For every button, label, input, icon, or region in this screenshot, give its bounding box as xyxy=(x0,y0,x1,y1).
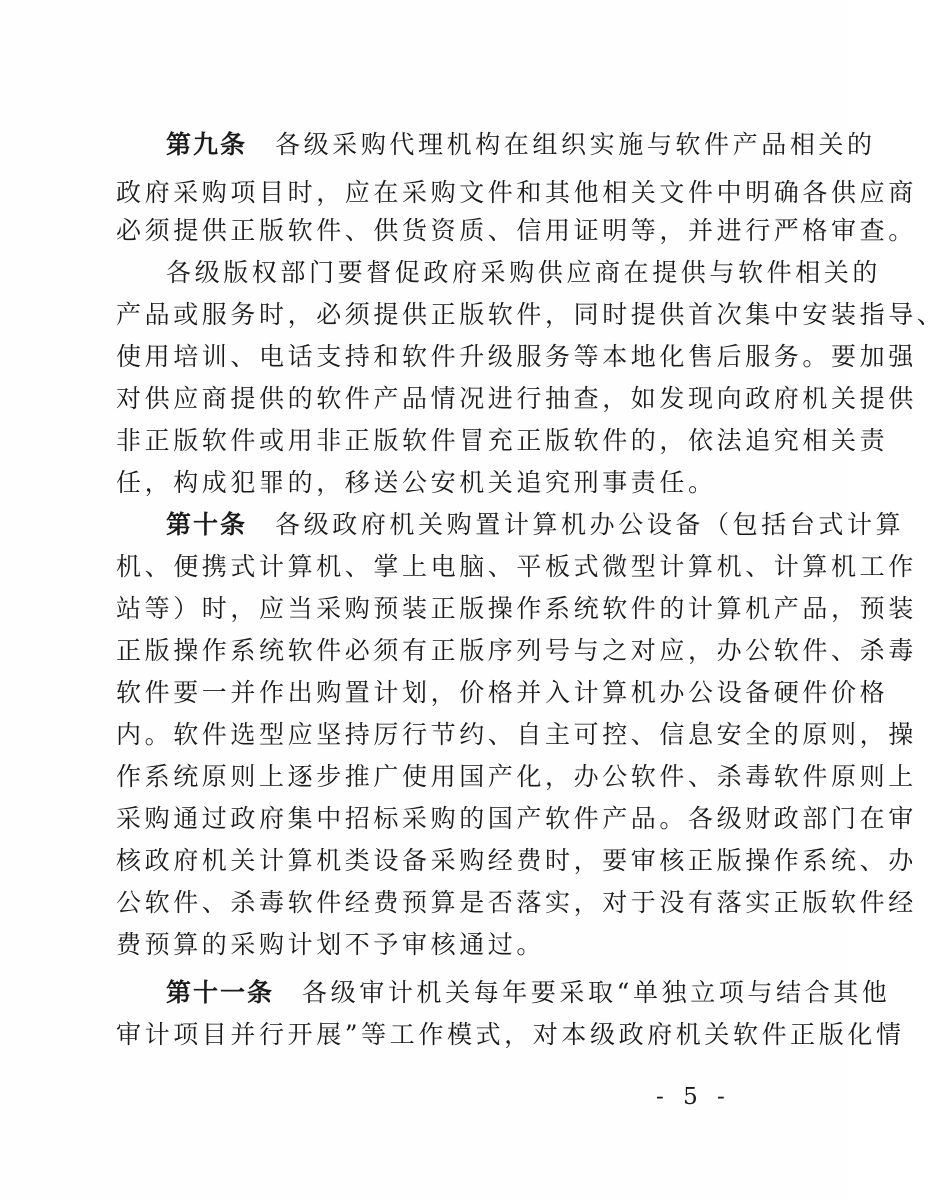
article-10-heading: 第十条 xyxy=(166,510,248,539)
article-10-line-5: 软件要一并作出购置计划，价格并入计算机办公设备硬件价格 xyxy=(116,678,889,707)
article-9-p2-line-5: 非正版软件或用非正版软件冒充正版软件的，依法追究相关责 xyxy=(116,426,889,455)
article-9-line-3: 必须提供正版软件、供货资质、信用证明等，并进行严格审查。 xyxy=(116,216,917,245)
article-9-p2-line-3: 使用培训、电话支持和软件升级服务等本地化售后服务。要加强 xyxy=(116,342,917,371)
article-10-line-9: 核政府机关计算机类设备采购经费时，要审核正版操作系统、办 xyxy=(116,846,917,875)
article-11-text: 各级审计机关每年要采取“单独立项与结合其他 xyxy=(302,978,891,1007)
article-11-heading: 第十一条 xyxy=(166,978,275,1007)
article-10-text: 各级政府机关购置计算机办公设备（包括台式计算 xyxy=(275,510,905,539)
article-10-line-4: 正版操作系统软件必须有正版序列号与之对应，办公软件、杀毒 xyxy=(116,636,917,665)
article-9-p2-line-6: 任，构成犯罪的，移送公安机关追究刑事责任。 xyxy=(116,468,717,497)
article-10-line-2: 机、便携式计算机、掌上电脑、平板式微型计算机、计算机工作 xyxy=(116,552,917,581)
article-10-line-11: 费预算的采购计划不予审核通过。 xyxy=(116,930,546,959)
article-9-p2-line-4: 对供应商提供的软件产品情况进行抽查，如发现向政府机关提供 xyxy=(116,384,917,413)
article-9-p2-line-1: 各级版权部门要督促政府采购供应商在提供与软件相关的 xyxy=(166,258,882,287)
article-10-line-10: 公软件、杀毒软件经费预算是否落实，对于没有落实正版软件经 xyxy=(116,888,917,917)
article-9-line-1 xyxy=(166,130,876,160)
article-10-line-1 xyxy=(166,510,905,540)
article-9-p2-line-2: 产品或服务时，必须提供正版软件，同时提供首次集中安装指导、 xyxy=(116,300,945,329)
page-number: - 5 - xyxy=(656,1084,731,1110)
article-9-heading: 第九条 xyxy=(166,130,248,159)
article-9-text: 各级采购代理机构在组织实施与软件产品相关的 xyxy=(275,130,876,159)
article-10-line-7: 作系统原则上逐步推广使用国产化，办公软件、杀毒软件原则上 xyxy=(116,762,917,791)
article-9-line-2: 政府采购项目时，应在采购文件和其他相关文件中明确各供应商 xyxy=(116,178,917,207)
article-11-line-2: 审计项目并行开展”等工作模式，对本级政府机关软件正版化情 xyxy=(116,1020,905,1049)
article-10-line-3: 站等）时，应当采购预装正版操作系统软件的计算机产品，预装 xyxy=(116,594,917,623)
article-10-line-6: 内。软件选型应坚持厉行节约、自主可控、信息安全的原则，操 xyxy=(116,720,917,749)
article-10-line-8: 采购通过政府集中招标采购的国产软件产品。各级财政部门在审 xyxy=(116,804,917,833)
article-11-line-1 xyxy=(166,978,891,1008)
